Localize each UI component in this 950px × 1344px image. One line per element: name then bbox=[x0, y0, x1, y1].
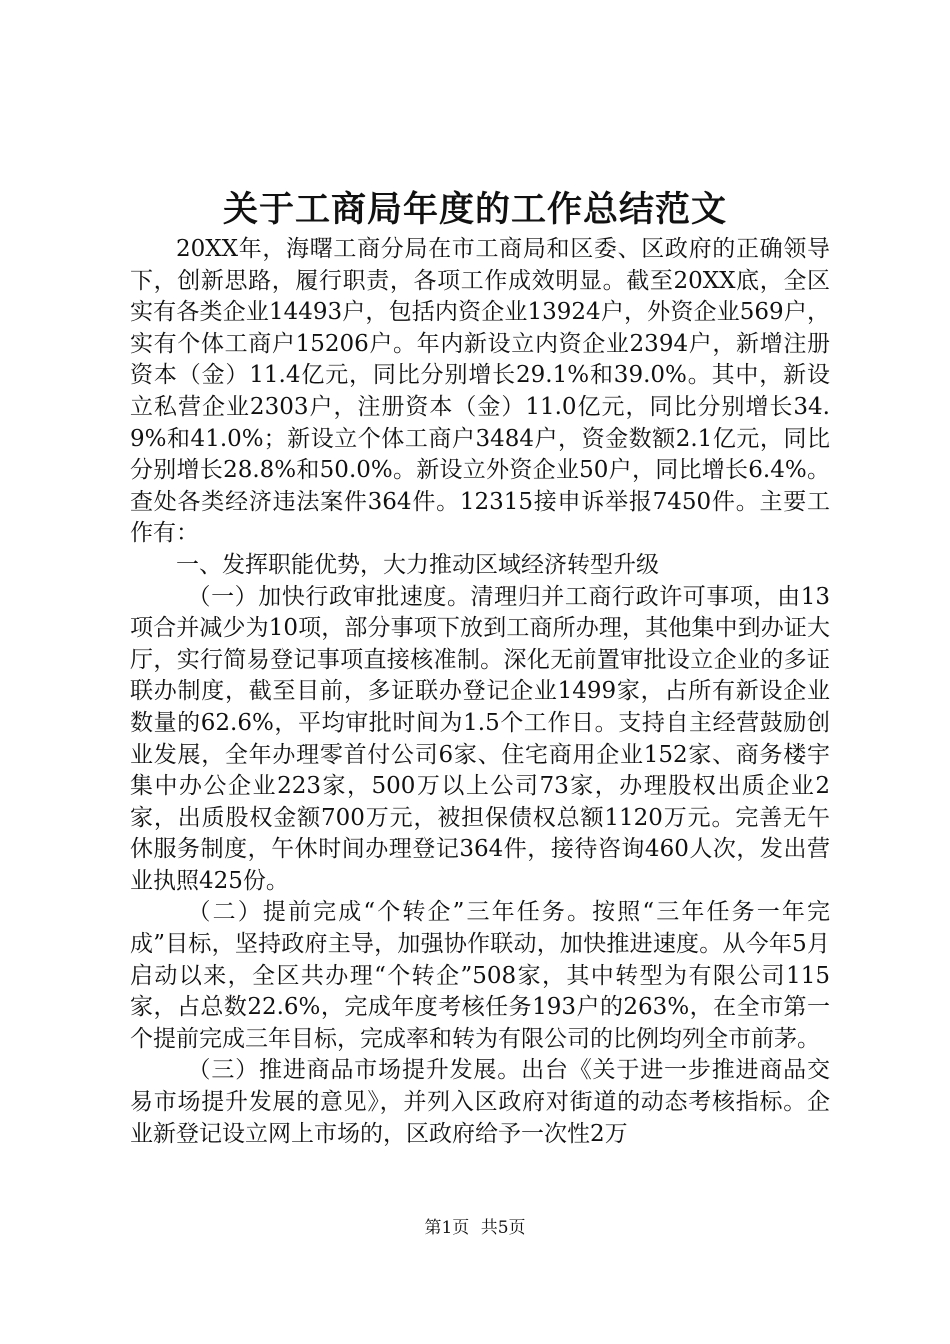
intro-paragraph: 20XX年，海曙工商分局在市工商局和区委、区政府的正确领导下，创新思路，履行职责，各项工作成效明显。截至20XX底，全区实有各类企业14493户，包括内资企业13924户，外资企业569户，实有个体工商户15206户。年内新设立内资企业2394户，新增注册资本（金）11.4亿元，同比分别增长29.1%和39.0%。其中，新设立私营企业2303户，注册资本（金）11.0亿元，同比分别增长34.9%和41.0%；新设立个体工商户3484户，资金数额2.1亿元，同比分别增长28.8%和50.0%。新设立外资企业50户，同比增长6.4%。查处各类经济违法案件364件。12315接申诉举报7450件。主要工作有： bbox=[130, 236, 830, 547]
page-number: 第1页 bbox=[424, 1218, 470, 1238]
subsection-paragraph-2: （二）提前完成“个转企”三年任务。按照“三年任务一年完成”目标，坚持政府主导，加强协作联动，加快推进速度。从今年5月启动以来，全区共办理“个转企”508家，其中转型为有限公司115家，占总数22.6%，完成年度考核任务193户的263%，在全市第一个提前完成三年目标，完成率和转为有限公司的比例均列全市前茅。 bbox=[130, 899, 830, 1052]
subsection-paragraph-1: （一）加快行政审批速度。清理归并工商行政许可事项，由13项合并减少为10项，部分事项下放到工商所办理，其他集中到办证大厅，实行简易登记事项直接核准制。深化无前置审批设立企业的多证联办制度，截至目前，多证联办登记企业1499家，占所有新设企业数量的62.6%，平均审批时间为1.5个工作日。支持自主经营鼓励创业发展，全年办理零首付公司6家、住宅商用企业152家、商务楼宇集中办公企业223家，500万以上公司73家，办理股权出质企业2家，出质股权金额700万元，被担保债权总额1120万元。完善无午休服务制度，午休时间办理登记364件，接待咨询460人次，发出营业执照425份。 bbox=[130, 583, 830, 894]
document-body bbox=[130, 234, 830, 1150]
section-heading-1: 一、发挥职能优势，大力推动区域经济转型升级 bbox=[176, 551, 659, 578]
page-footer bbox=[0, 1216, 950, 1240]
page-total: 共5页 bbox=[480, 1218, 526, 1238]
document-title: 关于工商局年度的工作总结范文 bbox=[222, 189, 727, 230]
subsection-paragraph-3: （三）推进商品市场提升发展。出台《关于进一步推进商品交易市场提升发展的意见》，并列入区政府对街道的动态考核指标。企业新登记设立网上市场的，区政府给予一次性2万 bbox=[130, 1057, 830, 1147]
